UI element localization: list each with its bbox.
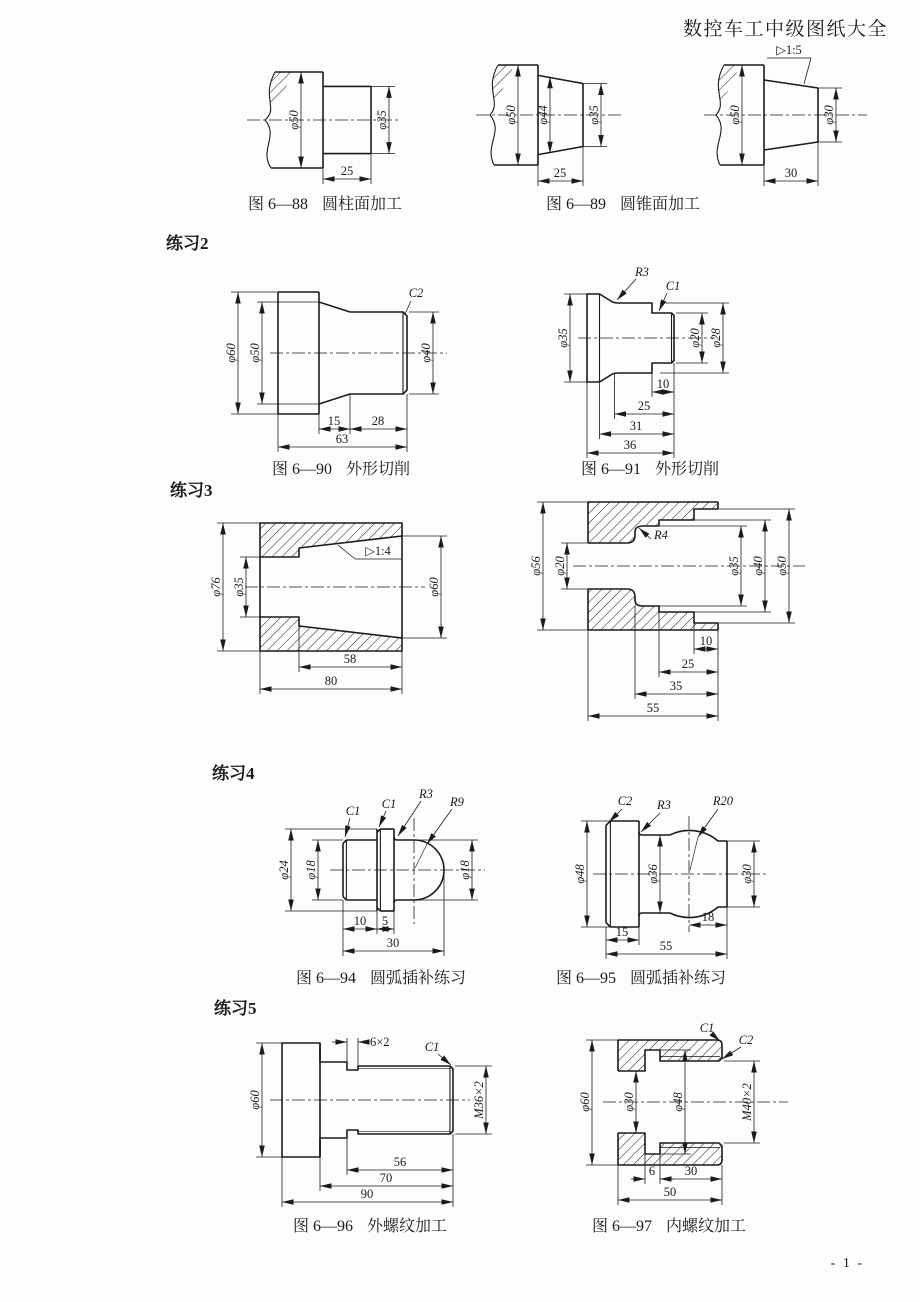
figure-number: 图 6—97: [592, 1218, 653, 1235]
dim-label: 80: [324, 674, 338, 688]
dim-label: 70: [379, 1171, 393, 1185]
dim-label: φ48: [671, 1092, 685, 1112]
exercise-4-label: 练习4: [212, 764, 255, 783]
dim-label: φ50: [504, 105, 518, 125]
thread-label: M36×2: [472, 1081, 486, 1119]
dim-label: φ18: [458, 860, 472, 880]
dim-label: 55: [659, 939, 673, 953]
exercise-5-label: 练习5: [214, 999, 257, 1018]
dim-label: 90: [360, 1187, 374, 1201]
groove-label: 6×2: [370, 1035, 390, 1049]
figure-number: 图 6—96: [293, 1218, 354, 1235]
dim-label: 63: [335, 432, 349, 446]
dim-label: φ48: [573, 864, 587, 884]
figure-6-92-drawing: [175, 495, 475, 710]
radius-label: R3: [419, 787, 433, 801]
dim-label: φ60: [224, 343, 238, 363]
dim-label: 25: [340, 164, 354, 178]
dim-label: φ18: [304, 860, 318, 880]
dimension-lines: [581, 809, 760, 959]
dim-label: 36: [623, 438, 637, 452]
chamfer-label: C1: [665, 279, 681, 293]
figure-number: 图 6—91: [581, 461, 642, 478]
thread-label: M40×2: [740, 1083, 754, 1121]
dim-label: φ30: [622, 1092, 636, 1112]
document-title: 数控车工中级图纸大全: [682, 19, 888, 40]
figure-title: 内螺纹加工: [666, 1218, 747, 1235]
dim-label: φ24: [277, 860, 291, 880]
figure-number: 图 6—90: [272, 461, 333, 478]
chamfer-label: C1: [699, 1022, 715, 1035]
dim-label: 25: [681, 657, 695, 671]
dimension-lines: [256, 1038, 492, 1207]
figure-6-95-caption: [556, 965, 726, 988]
dim-label: φ56: [529, 556, 543, 576]
figure-6-91-caption: [581, 456, 719, 479]
dim-label: φ40: [751, 556, 765, 576]
dim-label: 10: [656, 377, 670, 391]
figure-6-96-drawing: [220, 1028, 520, 1216]
dim-label: φ35: [587, 105, 601, 125]
taper-label: ▷1:4: [365, 544, 391, 558]
figure-title: 圆弧插补练习: [370, 970, 467, 987]
taper-label: ▷1:5: [776, 43, 802, 57]
exercise-2-label: 练习2: [166, 234, 209, 253]
figure-title: 圆柱面加工: [322, 196, 403, 213]
figure-number: 图 6—95: [556, 970, 617, 987]
dim-label: 30: [386, 936, 400, 950]
dim-label: φ60: [248, 1090, 262, 1110]
dim-label: φ30: [822, 105, 836, 125]
dim-label: 15: [615, 925, 629, 939]
dim-label: φ44: [536, 105, 550, 125]
figure-6-96-caption: [293, 1213, 447, 1236]
figure-title: 圆弧插补练习: [630, 970, 727, 987]
dimension-lines: [564, 279, 729, 458]
page-number: - 1 -: [830, 1256, 864, 1271]
figure-6-88-caption: [248, 191, 402, 214]
dim-label: 58: [343, 652, 357, 666]
dim-label: 18: [701, 910, 715, 924]
dim-label: 10: [353, 914, 367, 928]
dimension-lines: [217, 523, 447, 694]
dim-label: φ20: [553, 556, 567, 576]
figure-6-89-drawing: [462, 40, 902, 202]
dim-label: φ36: [646, 864, 660, 884]
dim-label: 10: [699, 634, 713, 648]
chamfer-label: C2: [408, 286, 424, 300]
radius-label: R4: [654, 528, 668, 542]
dim-label: φ20: [688, 328, 702, 348]
dim-label: 35: [669, 679, 683, 693]
figure-number: 图 6—94: [296, 970, 357, 987]
figure-6-88-drawing: [235, 58, 450, 196]
dim-label: φ60: [427, 577, 441, 597]
dim-label: 56: [393, 1155, 407, 1169]
figure-number: 图 6—88: [248, 196, 309, 213]
dim-label: φ40: [419, 343, 433, 363]
dim-label: φ50: [248, 343, 262, 363]
figure-6-91-drawing: [540, 243, 830, 463]
dim-label: φ35: [727, 556, 741, 576]
chamfer-label: C1: [424, 1040, 440, 1054]
dim-label: 25: [637, 399, 651, 413]
chamfer-label: C2: [617, 794, 633, 808]
dim-label: 31: [629, 419, 643, 433]
figure-6-94-drawing: [250, 782, 520, 967]
radius-label: R20: [712, 794, 734, 808]
figure-6-95-drawing: [548, 782, 813, 967]
dim-label: 30: [684, 1164, 698, 1178]
dim-label: φ30: [740, 864, 754, 884]
dim-label: 50: [663, 1185, 677, 1199]
figure-title: 外形切削: [655, 461, 720, 478]
dim-label: 5: [381, 914, 389, 928]
figure-title: 外形切削: [346, 461, 411, 478]
dim-label: 15: [327, 414, 341, 428]
chamfer-label: C1: [345, 804, 361, 818]
figure-6-93-drawing: [495, 478, 840, 736]
dim-label: 55: [646, 701, 660, 715]
figure-6-97-drawing: [548, 1022, 828, 1222]
dim-label: φ35: [375, 110, 389, 130]
dim-label: 25: [553, 166, 567, 180]
figure-6-90-drawing: [215, 268, 505, 460]
dim-label: φ50: [775, 556, 789, 576]
radius-label: R3: [657, 798, 671, 812]
dim-label: 28: [371, 414, 385, 428]
exercise-3-label: 练习3: [170, 481, 213, 500]
figure-6-90-caption: [272, 456, 410, 479]
chamfer-label: C2: [738, 1033, 754, 1047]
dim-label: φ50: [728, 105, 742, 125]
chamfer-label: C1: [381, 797, 397, 811]
dim-label: 30: [784, 166, 798, 180]
radius-label: R9: [450, 795, 464, 809]
figure-title: 圆锥面加工: [620, 196, 701, 213]
dim-label: φ35: [232, 577, 246, 597]
figure-6-89-caption: [546, 191, 700, 214]
dim-label: φ50: [287, 110, 301, 130]
figure-number: 图 6—89: [546, 196, 607, 213]
radius-label: R3: [635, 265, 649, 279]
dim-label: φ76: [209, 577, 223, 597]
figure-6-94-caption: [296, 965, 466, 988]
figure-title: 外螺纹加工: [367, 1218, 448, 1235]
dim-label: φ60: [578, 1092, 592, 1112]
figure-6-97-caption: [592, 1213, 746, 1236]
dim-label: 6: [648, 1164, 656, 1178]
dim-label: φ35: [556, 328, 570, 348]
dim-label: φ28: [709, 328, 723, 348]
